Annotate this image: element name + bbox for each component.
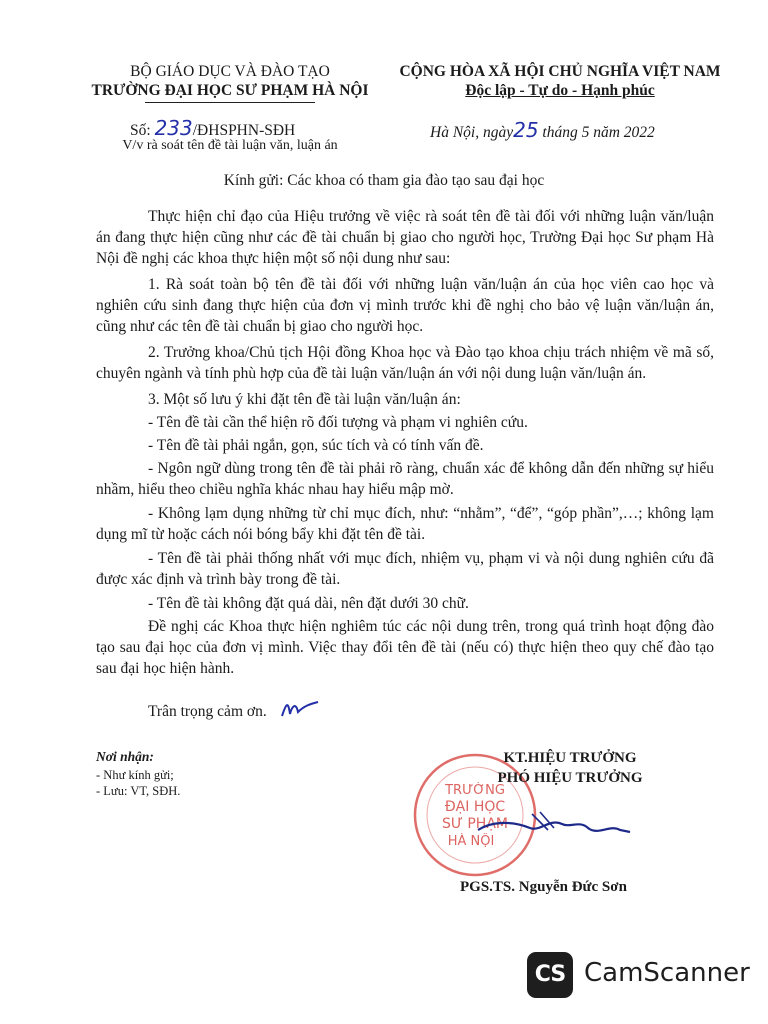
signer-name: PGS.TS. Nguyễn Đức Sơn <box>460 879 627 895</box>
header-rule <box>145 102 315 103</box>
signature-title <box>440 748 700 788</box>
document-number-suffix: /ĐHSPHN-SĐH <box>192 122 296 139</box>
guideline-item: - Tên đề tài phải thống nhất với mục đích, nhiệm vụ, phạm vi và nội dung nghiên cứu đã được xác định và trình bày trong đề tài. <box>96 550 714 588</box>
document-number-handwritten: 233 <box>154 116 193 140</box>
date-prefix: Hà Nội, ngày <box>430 124 514 141</box>
intro-paragraph: Thực hiện chỉ đạo của Hiệu trưởng về việc rà soát tên đề tài đối với những luận văn/luận án đang thực hiện cũng như các đề tài chuẩn bị giao cho người học, Trường Đại học Sư phạm Hà Nội đề nghị các khoa thực hiện một số nội dung như sau: <box>96 208 714 267</box>
item-1: 1. Rà soát toàn bộ tên đề tài đối với những luận văn/luận án của học viên cao học và nghiên cứu sinh đang thực hiện của đơn vị mình trước khi đề nghị cho bảo vệ luận văn/luận án, cũng như các tên đề tài chuẩn bị giao cho người học. <box>96 276 714 335</box>
item-2: 2. Trưởng khoa/Chủ tịch Hội đồng Khoa học và Đào tạo khoa chịu trách nhiệm về mã số, chuyên ngành và tính phù hợp của đề tài luận văn/luận án với nội dung luận văn/luận án. <box>96 344 714 382</box>
camscanner-logo-icon: CS <box>527 952 573 998</box>
document-number <box>130 116 295 140</box>
seal-line: SƯ PHẠM <box>442 816 508 832</box>
initial-mark-icon <box>278 696 322 722</box>
ministry-name: BỘ GIÁO DỤC VÀ ĐÀO TẠO <box>130 63 330 80</box>
date-day-handwritten: 25 <box>513 118 539 142</box>
recipients-item: - Lưu: VT, SĐH. <box>96 784 181 798</box>
document-subject: V/v rà soát tên đề tài luận văn, luận án <box>122 138 338 153</box>
seal-line: ĐẠI HỌC <box>444 799 506 815</box>
seal-line: HÀ NỘI <box>447 834 495 849</box>
guideline-item: - Tên đề tài cần thể hiện rõ đối tượng và phạm vi nghiên cứu. <box>148 414 528 431</box>
recipient-line: Kính gửi: Các khoa có tham gia đào tạo sau đại học <box>223 172 545 189</box>
date-rest: tháng 5 năm 2022 <box>542 124 655 141</box>
country-name: CỘNG HÒA XÃ HỘI CHỦ NGHĨA VIỆT NAM <box>399 63 721 80</box>
guideline-item: - Tên đề tài không đặt quá dài, nên đặt dưới 30 chữ. <box>148 595 469 612</box>
university-name: TRƯỜNG ĐẠI HỌC SƯ PHẠM HÀ NỘI <box>91 82 369 99</box>
signature-icon <box>470 800 640 850</box>
signature-title-line2: PHÓ HIỆU TRƯỞNG <box>497 770 643 786</box>
document-number-prefix: Số: <box>130 122 151 139</box>
camscanner-watermark: CamScanner <box>584 958 750 988</box>
national-header <box>385 62 735 100</box>
guideline-item: - Tên đề tài phải ngắn, gọn, súc tích và có tính vấn đề. <box>148 437 484 454</box>
document-date <box>430 118 655 142</box>
recipients-title: Nơi nhận: <box>96 749 154 764</box>
letter-body <box>96 206 714 683</box>
guideline-item: - Không lạm dụng những từ chỉ mục đích, như: “nhằm”, “để”, “góp phần”,…; không lạm dụng mĩ từ hoặc cách nói bóng bẩy khi đặt tên đề tài. <box>96 505 714 543</box>
item-3: 3. Một số lưu ý khi đặt tên đề tài luận văn/luận án: <box>148 391 461 408</box>
national-motto: Độc lập - Tự do - Hạnh phúc <box>465 82 655 99</box>
thanks-line: Trân trọng cảm ơn. <box>148 703 267 720</box>
closing-paragraph: Đề nghị các Khoa thực hiện nghiêm túc các nội dung trên, trong quá trình hoạt động đào tạo sau đại học của đơn vị mình. Việc thay đổi tên đề tài (nếu có) thực hiện theo quy chế đào tạo sau đại học hiện hành. <box>96 618 714 677</box>
seal-line: TRƯỜNG <box>445 783 505 798</box>
recipients-item: - Như kính gửi; <box>96 768 174 782</box>
guideline-item: - Ngôn ngữ dùng trong tên đề tài phải rõ ràng, chuẩn xác để không dẫn đến những sự hiểu nhầm, hiểu theo chiều nghĩa khác nhau hay hiểu mập mờ. <box>96 460 714 498</box>
issuing-organization <box>60 62 400 103</box>
signature-title-line1: KT.HIỆU TRƯỞNG <box>503 750 637 766</box>
